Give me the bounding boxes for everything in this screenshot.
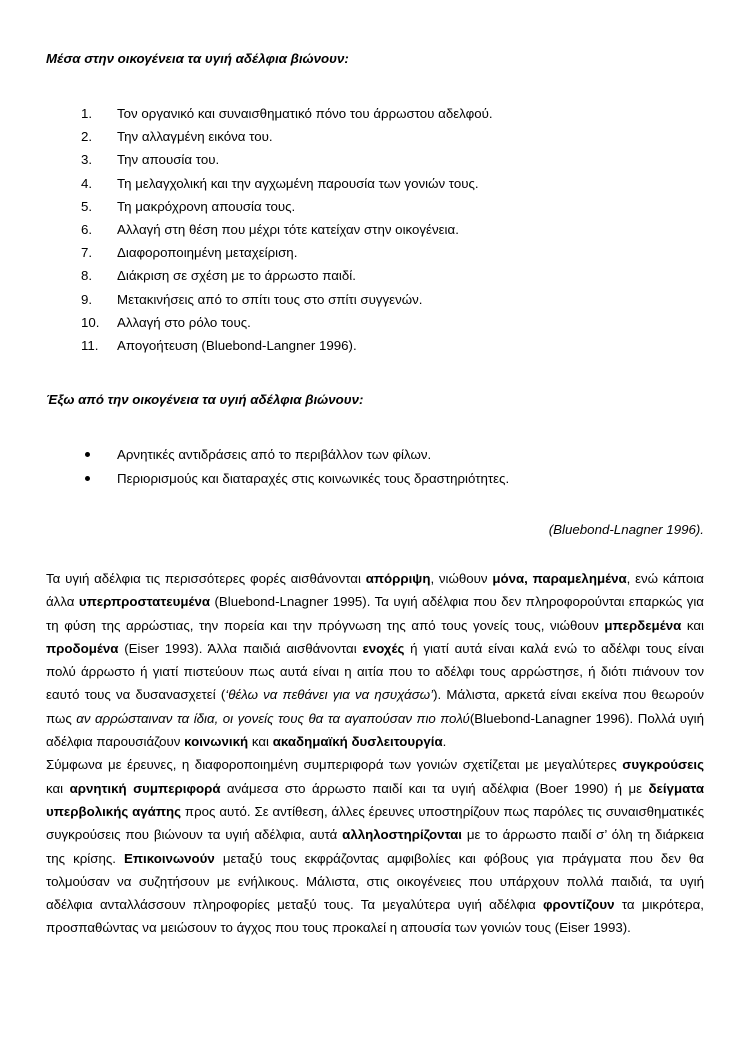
text-run: ανάμεσα στο άρρωστο παιδί και τα υγιή αδέλφια (Boer 1990) ή με <box>220 780 649 796</box>
list-item-number: 11. <box>81 337 99 353</box>
list-item-number: 3. <box>81 152 93 168</box>
bold-text: Επικοινωνούν <box>123 850 215 866</box>
bold-text: συγκρούσεις <box>622 757 704 773</box>
list-item-text: Διαφοροποιημένη μεταχείριση. <box>117 245 298 261</box>
list-item-number: 2. <box>81 129 93 145</box>
bold-text: δείγματα υπερβολικής αγάπης <box>46 780 704 819</box>
text-run: , ενώ κάποια άλλα <box>46 571 704 610</box>
list-item-text: Τον οργανικό και συναισθηματικό πόνο του άρρωστου αδελφού. <box>117 106 493 121</box>
list-item-number: 9. <box>81 291 93 307</box>
bold-text: απόρριψη <box>365 571 431 586</box>
list-item-number: 7. <box>81 245 93 261</box>
bold-text: ενοχές <box>362 640 405 656</box>
list-item-text: Μετακινήσεις από το σπίτι τους στο σπίτι συγγενών. <box>117 291 423 307</box>
list-item-text: Τη μακρόχρονη απουσία τους. <box>117 198 296 214</box>
text-run: προς αυτό. Σε αντίθεση, άλλες έρευνες υποστηρίζουν πως παρόλες τις συναισθηματικές συγκρούσεις που βιώνουν τα υγιή αδέλφια, αυτά <box>46 803 704 843</box>
bullet-item-text: Αρνητικές αντιδράσεις από το περιβάλλον των φίλων. <box>117 447 432 462</box>
bold-text: ακαδημαϊκή δυσλειτουργία <box>272 734 443 750</box>
list-item-text: Απογοήτευση (Bluebond-Langner 1996). <box>117 337 357 353</box>
heading-outside-family: Έξω από την οικογένεια τα υγιή αδέλφια βιώνουν: <box>46 392 364 407</box>
text-run: (Bluebond-Lnagner 1995). Τα υγιή αδέλφια που δεν πληροφορούνται επαρκώς για τη φύση της αρρώστιας, την πορεία και την πρόγνωση της από τους γονείς τους, νιώθουν <box>46 594 704 633</box>
text-run: και <box>46 780 70 796</box>
text-run: . <box>442 734 447 750</box>
text-run: Σύμφωνα με έρευνες, η διαφοροποιημένη συμπεριφορά των γονιών σχετίζεται με μεγαλύτερες <box>46 757 623 773</box>
list-item-number: 8. <box>81 268 93 284</box>
list-item-number: 6. <box>81 221 93 237</box>
list-item-text: Την αλλαγμένη εικόνα του. <box>117 129 273 145</box>
body-text <box>46 567 704 940</box>
text-run: και <box>248 734 273 750</box>
heading-inside-family: Μέσα στην οικογένεια τα υγιή αδέλφια βιώνουν: <box>46 51 349 66</box>
italic-text: αν αρρώσταιναν τα ίδια, οι γονείς τους θα τα αγαπούσαν πιο πολύ <box>76 710 470 726</box>
paragraph-1 <box>46 567 704 753</box>
text-run: (Bluebond-Lanagner 1996). Πολλά υγιή αδέλφια παρουσιάζουν <box>46 710 705 750</box>
list-item-number: 10. <box>81 314 100 330</box>
bold-text: αλληλοστηρίζονται <box>342 827 462 843</box>
bullet-item-text: Περιορισμούς και διαταραχές στις κοινωνικές τους δραστηριότητες. <box>117 470 510 486</box>
text-run: ). Μάλιστα, αρκετά είναι εκείνα που θεωρούν πως <box>46 687 704 726</box>
bold-text: υπερπροστατευμένα <box>78 594 211 610</box>
italic-text: ‘θέλω να πεθάνει για να ησυχάσω’ <box>225 687 434 703</box>
text-run: ή γιατί αυτά είναι καλά ενώ το αδέλφι τους είναι πολύ άρρωστο ή γιατί πιστεύουν πως αυτά είναι η αιτία που το αδέλφι τους αρρώστησε, ή διότι πιάνουν τον εαυτό τους να δυσανασχετεί ( <box>46 640 704 703</box>
paragraph-2 <box>46 753 704 939</box>
list-item-text: Διάκριση σε σχέση με το άρρωστο παιδί. <box>117 268 356 284</box>
bold-text: κοινωνική <box>184 734 249 750</box>
list-item-text: Αλλαγή στη θέση που μέχρι τότε κατείχαν στην οικογένεια. <box>117 221 459 237</box>
text-run: και <box>681 617 705 633</box>
text-run: Τα υγιή αδέλφια τις περισσότερες φορές αισθάνονται <box>46 571 366 586</box>
text-run: με το άρρωστο παιδί σ’ όλη τη διάρκεια της κρίσης. <box>46 827 704 866</box>
text-run: , νιώθουν <box>430 571 493 586</box>
text-run: τα μικρότερα, προσπαθώντας να μειώσουν το άγχος που τους προκαλεί η απουσία των γονιών τους (Eiser 1993). <box>46 897 704 936</box>
bold-text: προδομένα <box>46 640 119 656</box>
bold-text: αρνητική συμπεριφορά <box>69 780 221 796</box>
bold-text: μόνα, παραμελημένα <box>492 571 627 586</box>
bold-text: μπερδεμένα <box>604 617 682 633</box>
list-item-number: 1. <box>81 106 93 121</box>
list-item-number: 4. <box>81 175 93 191</box>
bullet-icon <box>85 476 90 481</box>
list-item-text: Αλλαγή στο ρόλο τους. <box>117 314 251 330</box>
bullet-icon <box>85 452 90 457</box>
list-item-number: 5. <box>81 198 93 214</box>
bold-text: φροντίζουν <box>543 897 615 913</box>
list-item-text: Τη μελαγχολική και την αγχωμένη παρουσία των γονιών τους. <box>117 175 479 191</box>
list-item-text: Την απουσία του. <box>117 152 220 168</box>
text-run: (Eiser 1993). Άλλα παιδιά αισθάνονται <box>118 640 363 656</box>
text-run: μεταξύ τους εκφράζοντας αμφιβολίες και φόβους για πράγματα που δεν θα τολμούσαν να συζητήσουν με ενήλικους. Μάλιστα, στις οικογένειες που υπάρχουν πολλά παιδιά, τα υγιή αδέλφια ανταλλάσσουν πληροφορίες μεταξύ τους. Τα μεγαλύτερα υγιή αδέλφια <box>46 850 704 913</box>
citation: (Bluebond-Lnagner 1996). <box>548 522 704 537</box>
